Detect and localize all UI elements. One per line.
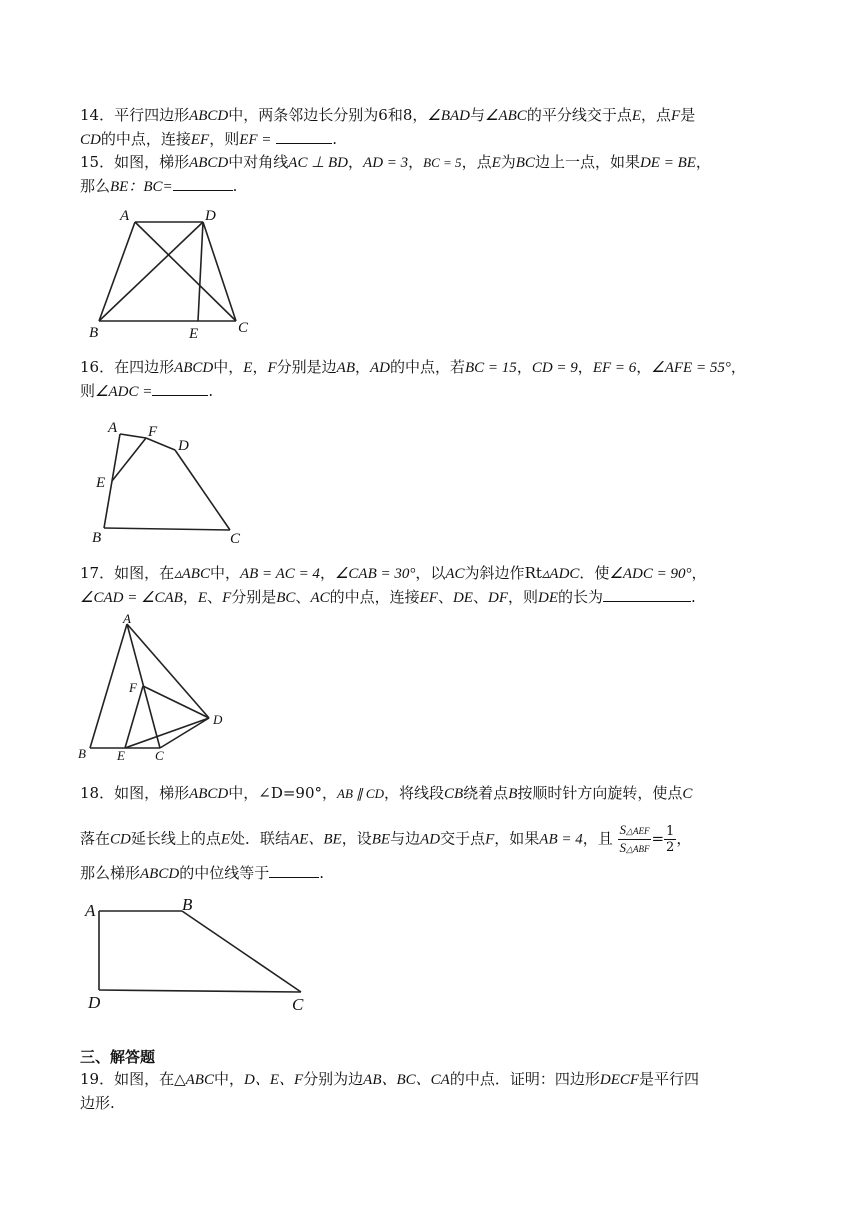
q18-line-1: 18．如图，梯形ABCD中，∠D=90°，AB ∥ CD，将线段CB绕着点B按顺时针方向旋转，使点C <box>80 784 693 802</box>
q19-line-2: 边形. <box>80 1094 115 1112</box>
q17-line-1: 17．如图，在▵ABC中，AB = AC = 4，∠CAB = 30°，以AC为斜边作Rt▵ADC．使∠ADC = 90°， <box>80 564 707 582</box>
q18-edge-dc <box>99 990 301 992</box>
q17-figure-triangles <box>76 612 236 764</box>
q16-answer-blank <box>152 381 208 396</box>
q15-label-a: A <box>120 208 130 224</box>
q15-label-d: D <box>205 208 216 224</box>
q17-label-c: C <box>155 748 164 763</box>
q14-answer-blank <box>276 129 332 144</box>
q15-line-1: 15．如图，梯形ABCD中对角线AC ⊥ BD，AD = 3，BC = 5，点E为BC边上一点，如果DE = BE， <box>80 153 711 171</box>
q16-label-f: F <box>148 424 158 440</box>
q18-area-ratio-fraction: $\frac{\text{S△AEF}}{\text{S△ABF}}$ <box>619 822 650 855</box>
q19-line-1: 19．如图，在△ABC中，D、E、F分别为边AB、BC、CA的中点．证明：四边形DECF是平行四 <box>80 1070 700 1088</box>
q15-label-b: B <box>89 325 99 341</box>
q17-label-b: B <box>78 746 86 761</box>
q15-answer-blank <box>173 176 233 191</box>
q18-line-2: 落在CD延长线上的点E处．联结AE、BE，设BE与边AD交于点F，如果AB = 4，且 $\frac{\text{S△AEF}}{\text{S△ABF}}$ = $\frac{1}{2}$ ， <box>80 822 692 855</box>
q17-label-f: F <box>129 680 137 695</box>
q16-label-c: C <box>230 531 241 547</box>
q18-edge-bc <box>182 911 301 992</box>
q16-edge-dc <box>175 450 230 530</box>
q17-label-d: D <box>213 712 223 727</box>
q15-line-2: 那么BE：BC= . <box>80 177 238 195</box>
q17-segment-df <box>143 686 209 718</box>
q16-segment-ef <box>112 438 146 481</box>
q18-label-a: A <box>85 901 96 920</box>
q18-label-d: D <box>88 993 101 1012</box>
q16-edge-cb <box>104 528 230 530</box>
q17-answer-blank <box>603 587 691 602</box>
q15-edge-ab <box>99 222 135 321</box>
q14-line-2: CD的中点，连接EF，则EF = . <box>80 130 337 148</box>
q16-label-e: E <box>96 475 106 491</box>
q16-line-2: 则∠ADC = . <box>80 382 214 400</box>
q18-figure-trapezoid <box>82 894 322 1018</box>
q15-label-e: E <box>189 326 199 342</box>
q18-label-b: B <box>182 895 193 914</box>
q18-line-3: 那么梯形ABCD的中位线等于 . <box>80 864 324 882</box>
q15-figure-trapezoid <box>86 206 266 340</box>
q17-label-e: E <box>117 748 125 763</box>
q18-half-fraction: $\frac{1}{2}$ <box>666 824 675 855</box>
q15-label-c: C <box>238 320 249 336</box>
q16-label-d: D <box>178 438 189 454</box>
q15-segment-de <box>198 222 203 321</box>
q16-edge-af <box>120 434 146 438</box>
q16-line-1: 16．在四边形ABCD中，E，F分别是边AB，AD的中点，若BC = 15，CD = 9，EF = 6，∠AFE = 55°， <box>80 358 746 376</box>
q16-figure-quadrilateral <box>88 416 258 548</box>
q14-line-1: 14．平行四边形ABCD中，两条邻边长分别为6和8，∠BAD与∠ABC的平分线交于点E，点F是 <box>80 106 696 124</box>
q17-edge-ab <box>90 624 127 748</box>
q17-segment-ef <box>125 686 143 748</box>
q18-answer-blank <box>269 863 319 878</box>
q16-label-a: A <box>108 420 118 436</box>
q17-line-2: ∠CAD = ∠CAB，E、F分别是BC、AC的中点，连接EF、DE、DF，则DE的长为 . <box>80 588 696 606</box>
q15-edge-dc <box>203 222 236 321</box>
section-title-answer-questions: 三、解答题 <box>80 1048 156 1066</box>
q16-label-b: B <box>92 530 102 546</box>
q17-label-a: A <box>123 611 131 626</box>
q18-label-c: C <box>292 995 304 1014</box>
